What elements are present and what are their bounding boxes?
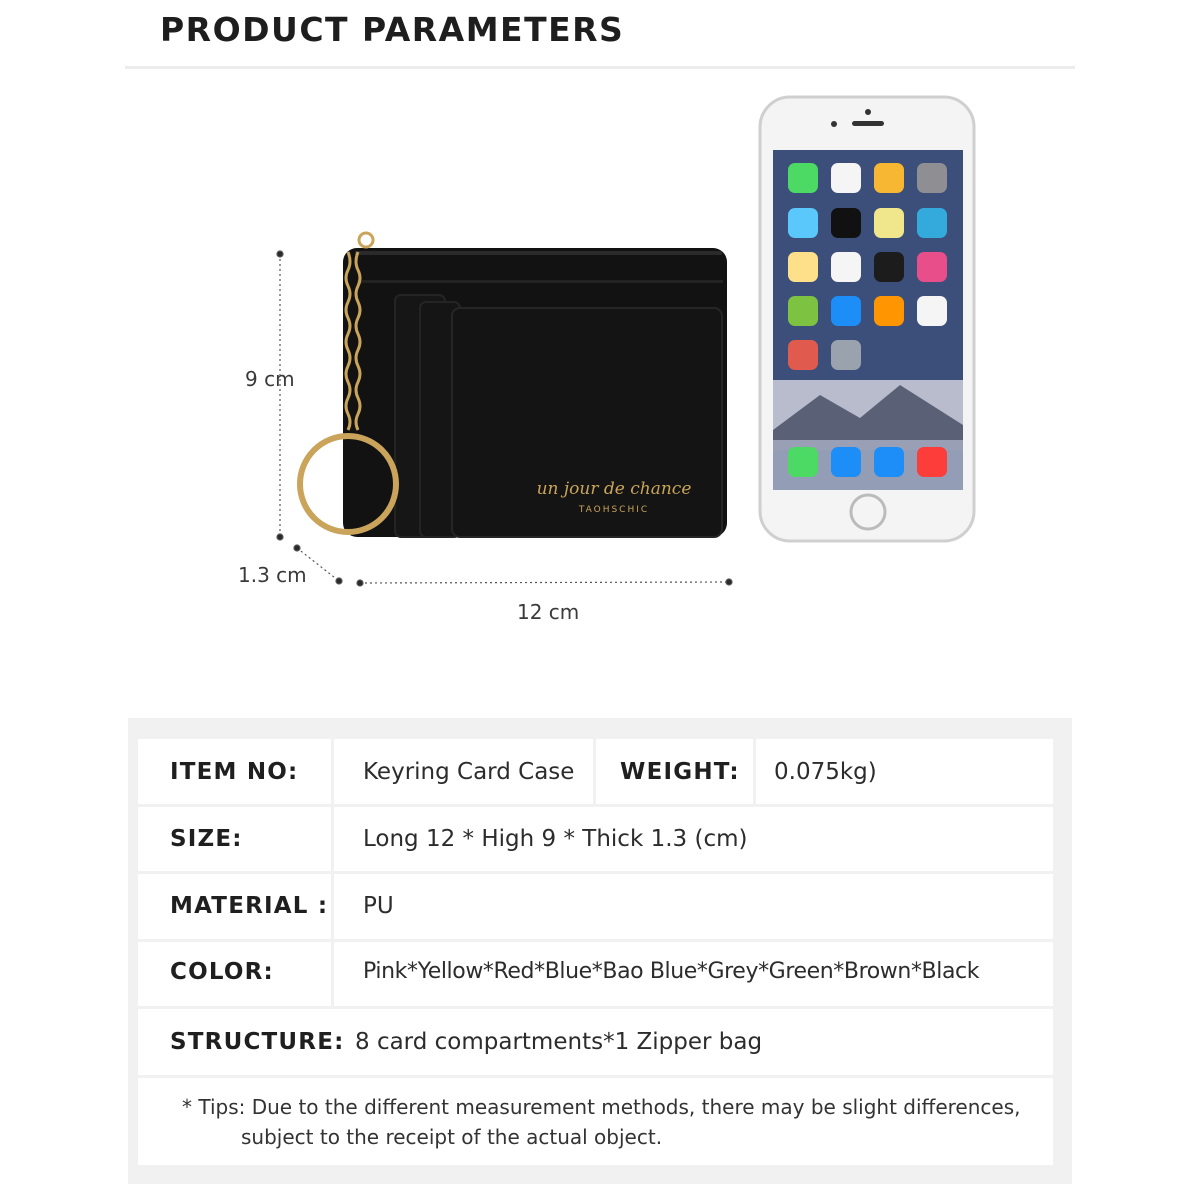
wallet-brand-name: TAOHSCHIC — [578, 505, 650, 515]
size-value: Long 12 * High 9 * Thick 1.3 (cm) — [363, 826, 748, 852]
weight-label: WEIGHT: — [620, 759, 740, 785]
spec-row-item-weight — [138, 739, 1053, 804]
column-divider — [331, 942, 334, 1006]
card-wallet — [343, 248, 727, 537]
length-label: 12 cm — [517, 600, 580, 624]
column-divider — [331, 807, 334, 871]
material-label: MATERIAL : — [170, 893, 329, 919]
column-divider — [753, 739, 756, 804]
column-divider — [331, 739, 334, 804]
item-no-label: ITEM NO: — [170, 759, 299, 785]
weight-value: 0.075kg) — [774, 759, 877, 785]
smartphone — [760, 97, 974, 541]
page-title: PRODUCT PARAMETERS — [160, 10, 625, 49]
length-dimension-line — [357, 579, 732, 586]
color-label: COLOR: — [170, 959, 274, 985]
tips-line-2: subject to the receipt of the actual object. — [241, 1125, 663, 1149]
height-dimension-line — [277, 251, 283, 540]
tips-line-1: * Tips: Due to the different measurement methods, there may be slight differences, — [182, 1095, 1021, 1119]
wallet-brand-script: un jour de chance — [536, 479, 692, 499]
thickness-label: 1.3 cm — [238, 563, 307, 587]
structure-value: 8 card compartments*1 Zipper bag — [355, 1029, 763, 1055]
spec-row-material — [138, 874, 1053, 939]
column-divider — [593, 739, 596, 804]
spec-row-color — [138, 942, 1053, 1006]
spec-row-size — [138, 807, 1053, 871]
size-label: SIZE: — [170, 826, 243, 852]
height-label: 9 cm — [245, 367, 295, 391]
column-divider — [331, 874, 334, 939]
tips-row — [138, 1078, 1053, 1165]
specs-table — [128, 718, 1072, 1184]
item-no-value: Keyring Card Case — [363, 759, 575, 785]
color-value: Pink*Yellow*Red*Blue*Bao Blue*Grey*Green*Brown*Black — [363, 959, 980, 984]
spec-row-structure — [138, 1009, 1053, 1075]
structure-label: STRUCTURE: — [170, 1029, 345, 1055]
material-value: PU — [363, 893, 394, 919]
